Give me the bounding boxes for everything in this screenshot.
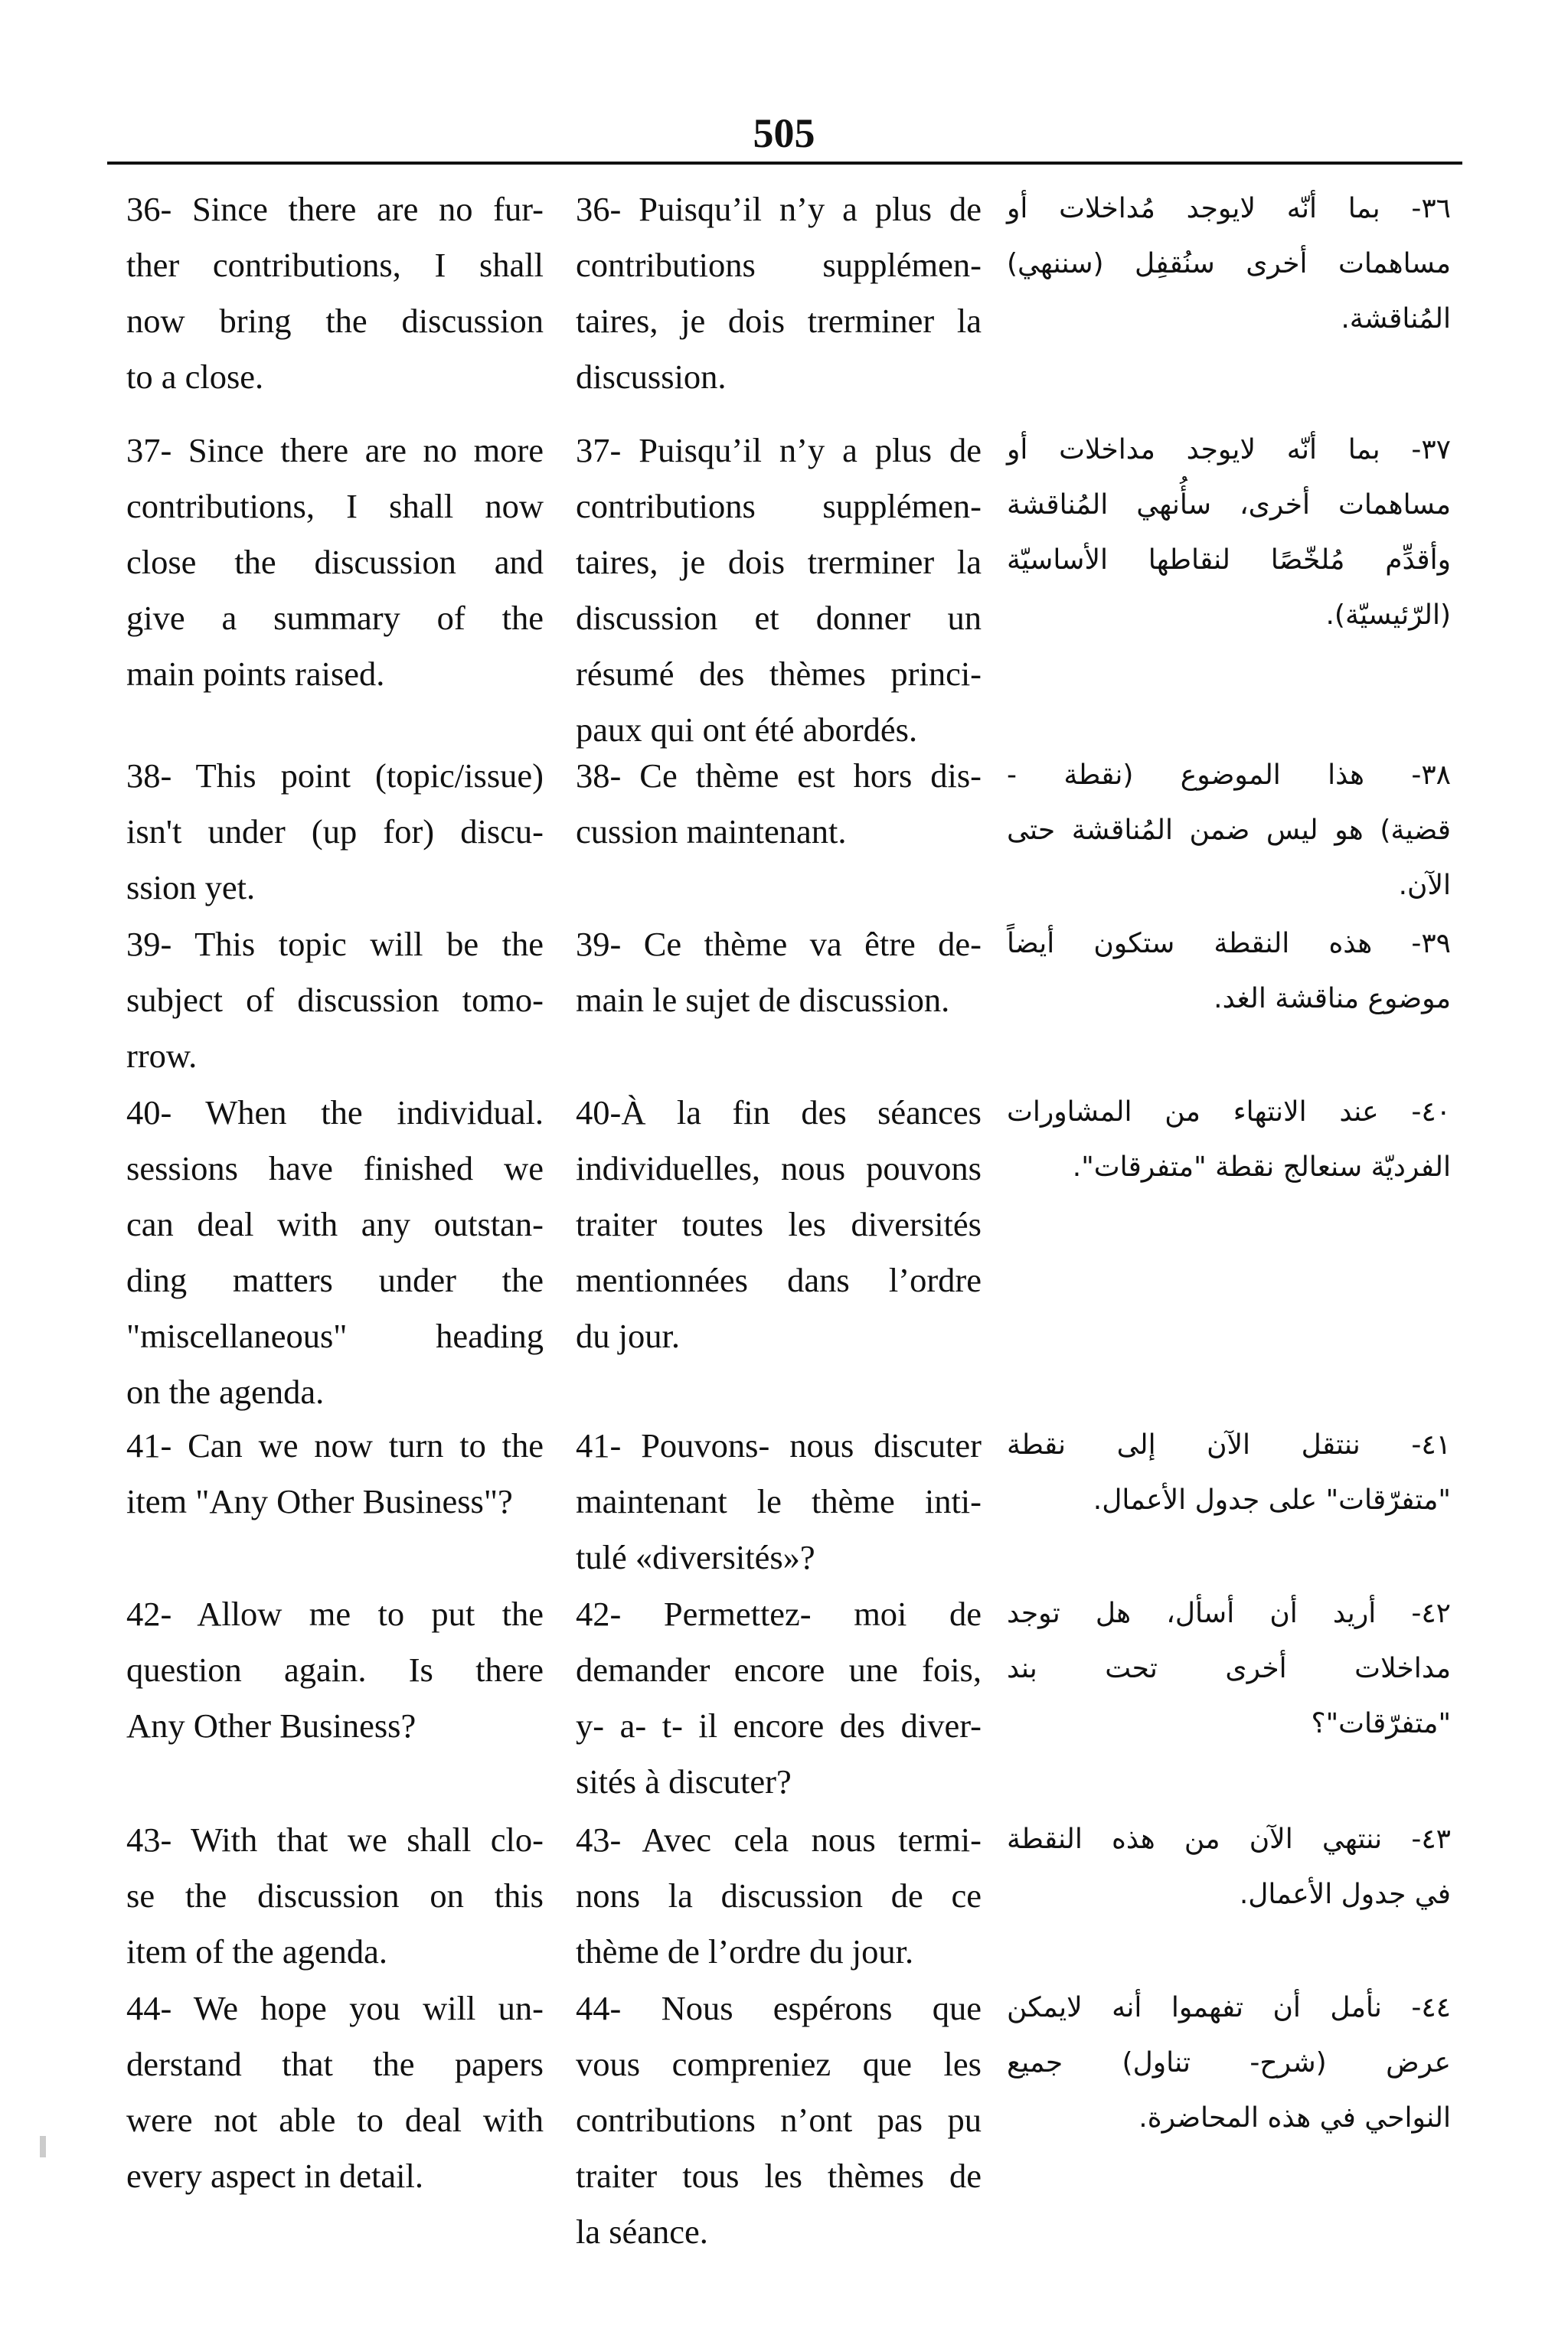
french-line: thème de l’ordre du jour. [576,1932,914,1971]
french-line: 39- Ce thème va être de- [576,925,982,963]
arabic-text [1007,181,1451,347]
english-line: to a close. [126,358,264,396]
english-line: ther contributions, I shall [126,246,544,284]
french-text [576,1085,982,1364]
arabic-line: ٤٤- نأمل أن تفهموا أنه لايمكن [1007,1992,1451,2023]
english-line: on the agenda. [126,1373,325,1411]
english-line: 42- Allow me to put the [126,1595,544,1633]
french-text [576,1586,982,1810]
french-line: 38- Ce thème est hors dis- [576,756,982,795]
english-line: 36- Since there are no fur- [126,190,544,228]
arabic-line: وأقدِّم مُلخّصًا لنقاطها الأساسيّة [1007,544,1451,576]
english-line: 43- With that we shall clo- [126,1821,544,1859]
french-line: traiter tous les thèmes de [576,2157,982,2195]
french-line: vous compreniez que les [576,2045,982,2083]
arabic-line: ٣٨- هذا الموضوع (نقطة - [1007,759,1451,791]
arabic-line: ٤١- ننتقل الآن إلى نقطة [1007,1429,1451,1461]
header-rule [107,162,1462,165]
french-line: contributions supplémen- [576,246,982,284]
french-line: 40-À la fin des séances [576,1093,982,1132]
arabic-line: في جدول الأعمال. [1239,1879,1451,1910]
arabic-line: الآن. [1398,870,1451,901]
english-text [126,1812,544,1980]
arabic-line: ٤٠- عند الانتهاء من المشاورات [1007,1096,1451,1128]
french-text [576,1812,982,1980]
french-line: contributions supplémen- [576,487,982,525]
arabic-line: عرض (شرح- تناول) جميع [1007,2047,1451,2079]
french-line: individuelles, nous pouvons [576,1149,982,1187]
arabic-line: المُناقشة. [1341,303,1451,335]
french-line: tulé «diversités»? [576,1538,815,1576]
english-text [126,748,544,916]
french-text [576,748,982,860]
english-text [126,916,544,1084]
page-number: 505 [753,110,815,156]
english-text [126,1981,544,2204]
arabic-text [1007,423,1451,643]
french-line: 37- Puisqu’il n’y a plus de [576,431,982,469]
arabic-line: الفرديّة سنعالج نقطة "متفرقات". [1072,1151,1451,1183]
french-text [576,1981,982,2260]
english-line: every aspect in detail. [126,2157,423,2195]
margin-mark [40,2136,46,2157]
english-line: sessions have finished we [126,1149,544,1187]
english-line: close the discussion and [126,543,544,581]
french-line: mentionnées dans l’ordre [576,1261,982,1299]
french-line: 44- Nous espérons que [576,1989,982,2027]
english-line: were not able to deal with [126,2101,544,2139]
french-line: taires, je dois trerminer la [576,302,982,340]
french-line: du jour. [576,1317,680,1355]
english-text [126,1418,544,1530]
english-line: 39- This topic will be the [126,925,544,963]
arabic-text [1007,1418,1451,1528]
french-line: 42- Permettez- moi de [576,1595,982,1633]
french-line: 41- Pouvons- nous discuter [576,1426,982,1465]
english-line: give a summary of the [126,599,544,637]
french-line: paux qui ont été abordés. [576,710,918,749]
french-line: discussion et donner un [576,599,982,637]
english-line: item of the agenda. [126,1932,388,1971]
french-line: y- a- t- il encore des diver- [576,1706,982,1745]
french-line: sités à discuter? [576,1762,792,1801]
arabic-line: ٣٧- بما أنّه لايوجد مداخلات أو [1007,434,1451,465]
arabic-text [1007,916,1451,1027]
french-line: discussion. [576,358,727,396]
english-line: can deal with any outstan- [126,1205,544,1243]
english-line: item "Any Other Business"? [126,1482,513,1520]
english-text [126,423,544,702]
english-line: 41- Can we now turn to the [126,1426,544,1465]
french-line: cussion maintenant. [576,812,847,851]
arabic-line: ٤٣- ننتهي الآن من هذه النقطة [1007,1824,1451,1855]
english-line: 40- When the individual. [126,1093,544,1132]
french-text [576,423,982,758]
arabic-line: "متفرّقات" على جدول الأعمال. [1093,1484,1451,1516]
arabic-line: مداخلات أخرى تحت بند [1007,1653,1451,1684]
english-line: Any Other Business? [126,1706,416,1745]
french-line: 36- Puisqu’il n’y a plus de [576,190,982,228]
english-line: ssion yet. [126,868,256,906]
french-line: résumé des thèmes princi- [576,655,982,693]
arabic-text [1007,1586,1451,1752]
french-text [576,916,982,1028]
arabic-line: موضوع مناقشة الغد. [1214,983,1451,1014]
french-line: nons la discussion de ce [576,1876,982,1915]
english-line: now bring the discussion [126,302,544,340]
arabic-line: ٤٢- أريد أن أسأل، هل توجد [1007,1598,1451,1629]
arabic-text [1007,1085,1451,1195]
arabic-text [1007,1812,1451,1922]
english-line: main points raised. [126,655,385,693]
arabic-line: ٣٩- هذه النقطة ستكون أيضاً [1007,928,1451,959]
arabic-line: قضية) هو ليس ضمن المُناقشة حتى [1007,815,1451,846]
arabic-line: "متفرّقات"؟ [1311,1708,1451,1739]
english-line: 44- We hope you will un- [126,1989,544,2027]
french-line: 43- Avec cela nous termi- [576,1821,982,1859]
arabic-line: (الرّئيسيّة). [1325,599,1451,631]
english-line: ding matters under the [126,1261,544,1299]
english-line: rrow. [126,1037,198,1075]
english-line: contributions, I shall now [126,487,544,525]
english-line: se the discussion on this [126,1876,544,1915]
english-line: question again. Is there [126,1651,544,1689]
french-text [576,181,982,405]
french-line: la séance. [576,2213,708,2251]
arabic-line: مساهمات أخرى، سأُنهي المُناقشة [1007,489,1451,521]
french-line: main le sujet de discussion. [576,981,950,1019]
english-line: "miscellaneous" heading [126,1317,544,1355]
english-line: derstand that the papers [126,2045,544,2083]
french-line: traiter toutes les diversités [576,1205,982,1243]
french-line: contributions n’ont pas pu [576,2101,982,2139]
english-text [126,181,544,405]
arabic-line: النواحي في هذه المحاضرة. [1138,2102,1451,2134]
arabic-line: مساهمات أخرى سنُقفِل (سننهي) [1007,248,1451,279]
english-line: 38- This point (topic/issue) [126,756,544,795]
french-line: demander encore une fois, [576,1651,982,1689]
english-line: subject of discussion tomo- [126,981,544,1019]
french-line: maintenant le thème inti- [576,1482,982,1520]
english-text [126,1586,544,1754]
english-line: 37- Since there are no more [126,431,544,469]
french-text [576,1418,982,1586]
arabic-text [1007,748,1451,913]
english-line: isn't under (up for) discu- [126,812,544,851]
french-line: taires, je dois trerminer la [576,543,982,581]
arabic-line: ٣٦- بما أنّه لايوجد مُداخلات أو [1007,193,1451,224]
english-text [126,1085,544,1420]
arabic-text [1007,1981,1451,2146]
